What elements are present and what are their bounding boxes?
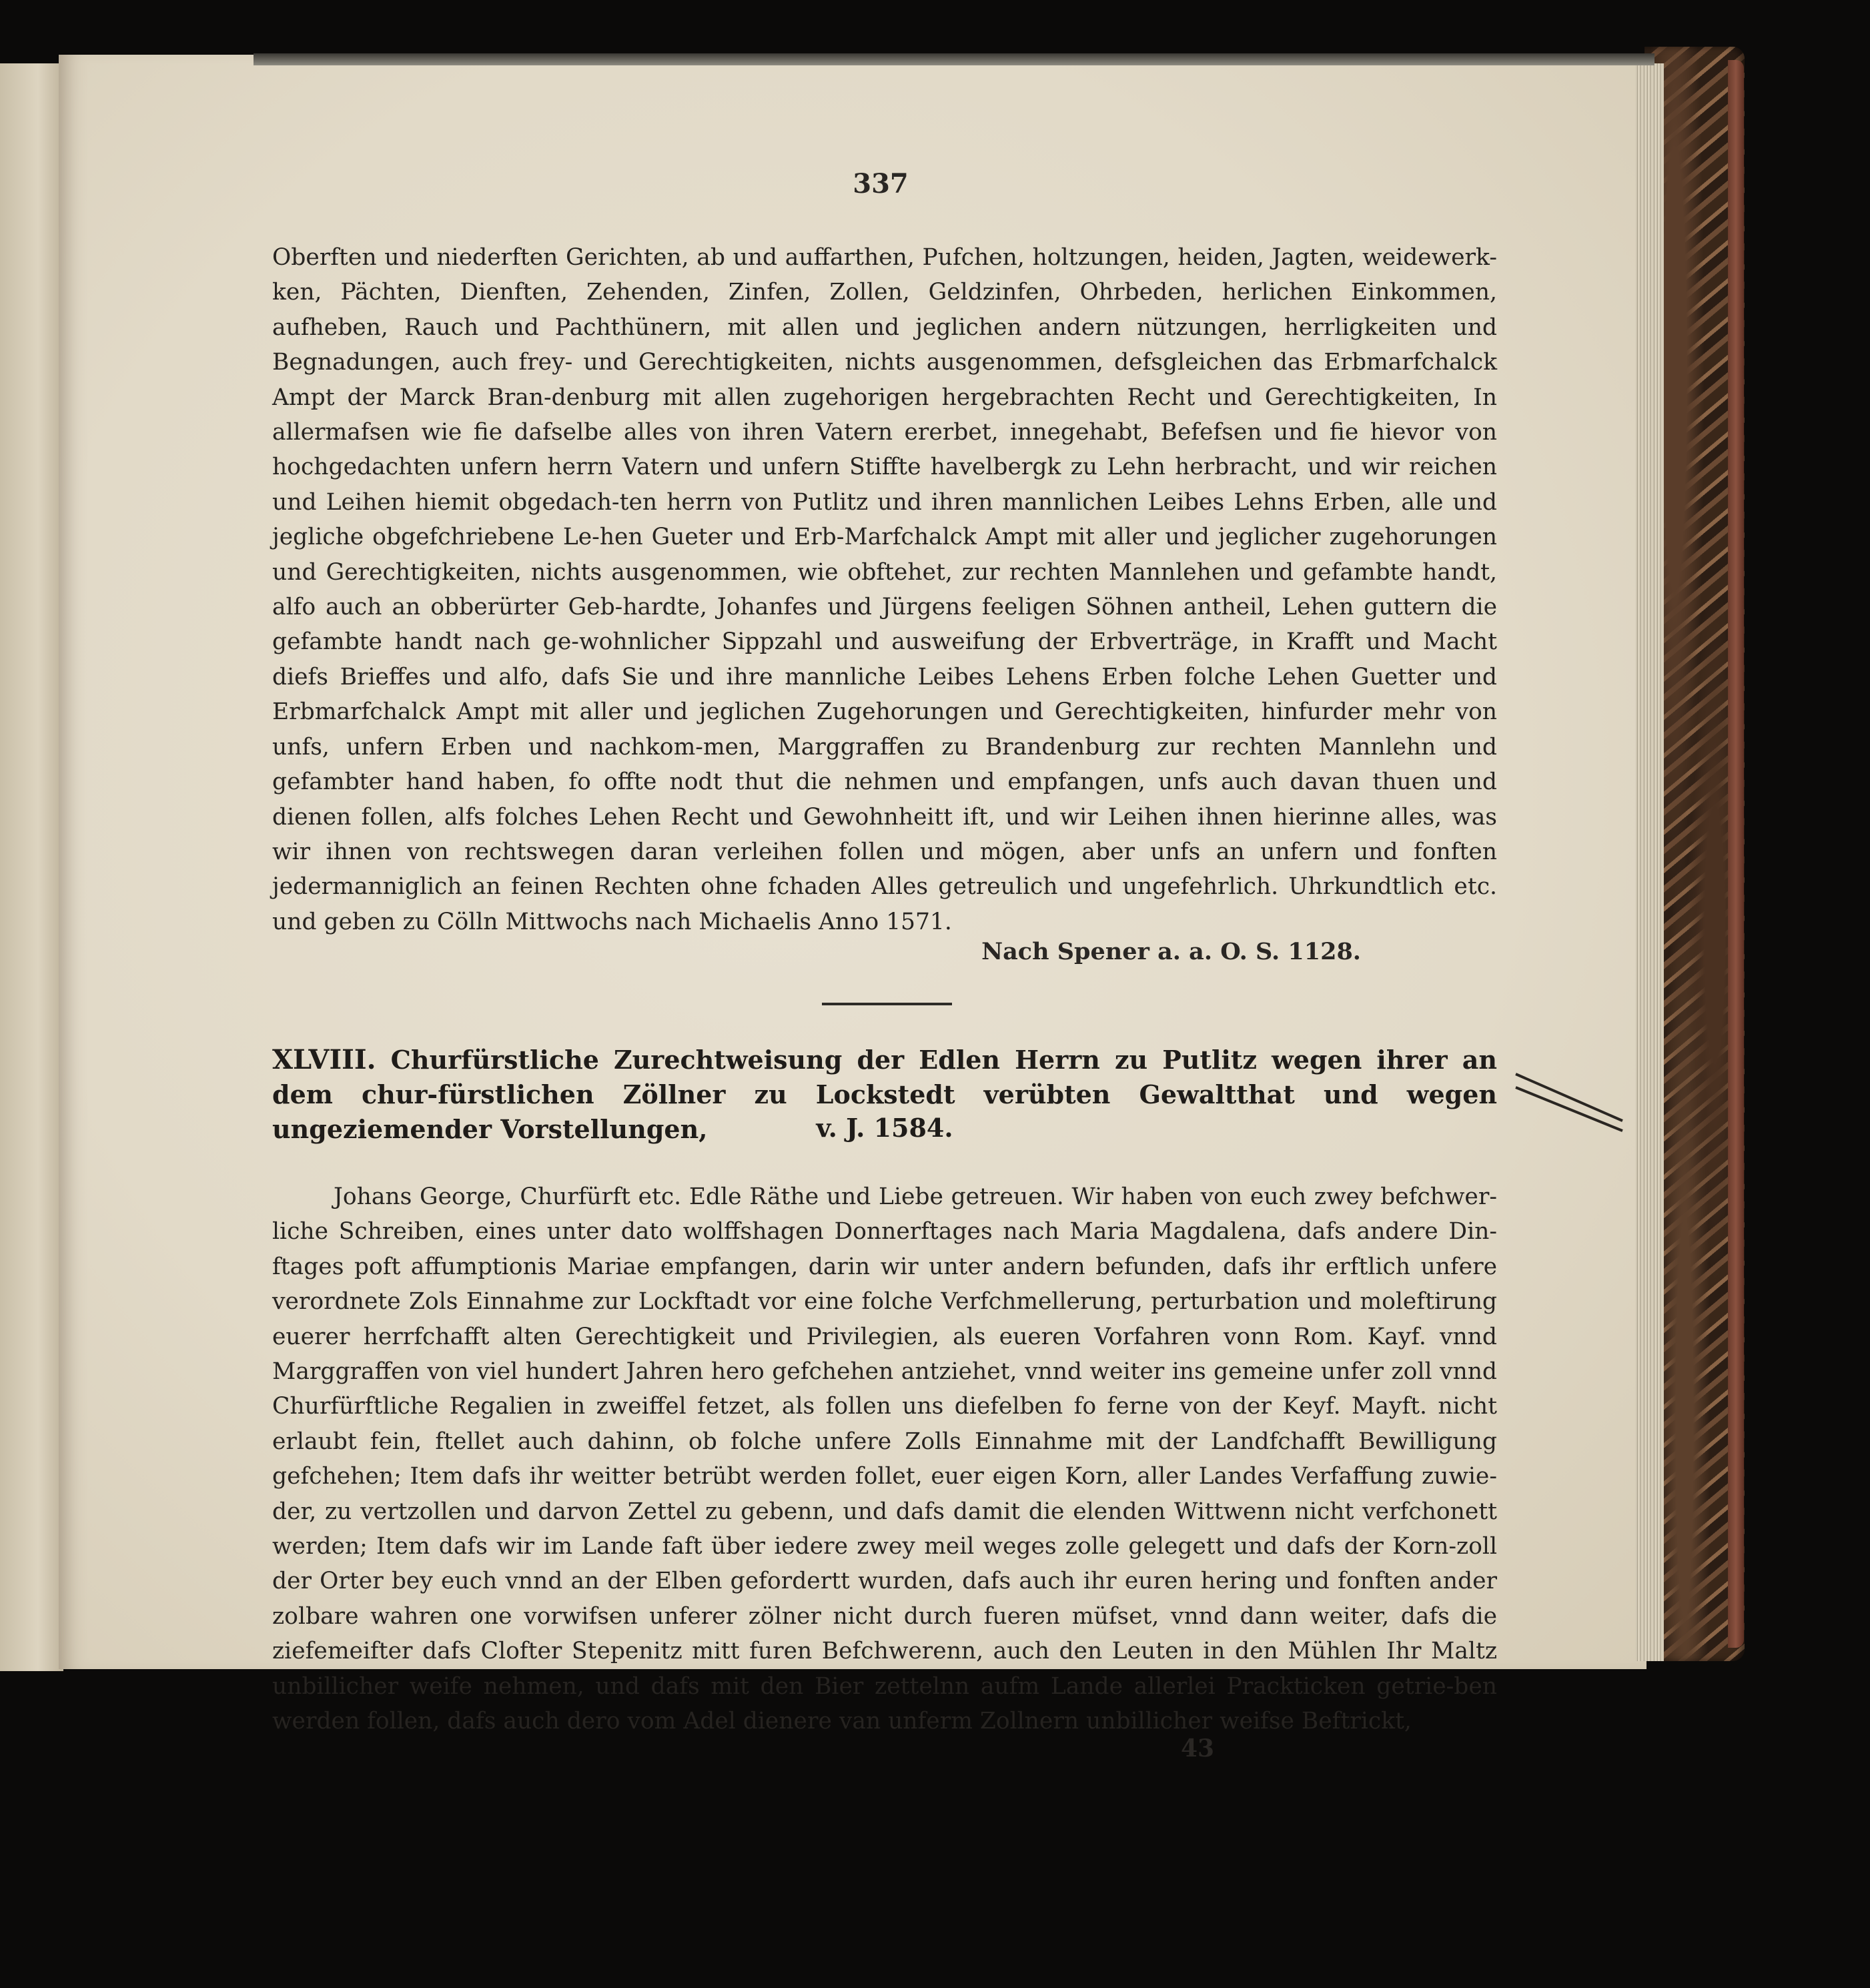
cover-edge [1728, 60, 1744, 1648]
page-number: 337 [853, 168, 909, 199]
section-title: Churfürstliche Zurechtweisung der Edlen Herrn zu Putlitz wegen ihrer an dem chur-fürstlichen Zöllner zu Lockstedt verübten Gewaltthat und wegen ungeziemender Vorstellungen, [272, 1045, 1497, 1144]
section-number: XLVIII. [272, 1044, 376, 1075]
section-divider [822, 1003, 952, 1005]
source-reference: Nach Spener a. a. O. S. 1128. [981, 938, 1361, 965]
continued-charter-text: Oberften und niederften Gerichten, ab und auffarthen, Pufchen, holtzungen, heiden, Jagten, weidewerk-ken, Pächten, Dienften, Zehenden, Zinfen, Zollen, Geldzinfen, Ohrbeden, herlichen Einkommen, aufheben, Rauch und Pachthünern, mit allen und jeglichen andern nützungen, herrligkeiten und Begnadungen, auch frey- und Gerechtigkeiten, nichts ausgenommen, defsgleichen das Erbmarfchalck Ampt der Marck Bran-denburg mit allen zugehorigen hergebrachten Recht und Gerechtigkeiten, In allermafsen wie fie dafselbe alles von ihren Vatern ererbet, innegehabt, Befefsen und fie hievor von hochgedachten unfern herrn Vatern und unfern Stiffte havelbergk zu Lehn herbracht, und wir reichen und Leihen hiemit obgedach-ten herrn von Putlitz und ihren mannlichen Leibes Lehns Erben, alle und jegliche obgefchriebene Le-hen Gueter und Erb-Marfchalck Ampt mit aller und jeglicher zugehorungen und Gerechtigkeiten, nichts ausgenommen, wie obftehet, zur rechten Mannlehen und gefambte handt, alfo auch an obberürter Geb-hardte, Johanfes und Jürgens feeligen Söhnen antheil, Lehen guttern die gefambte handt nach ge-wohnlicher Sippzahl und ausweifung der Erbverträge, in Krafft und Macht diefs Brieffes und alfo, dafs Sie und ihre mannliche Leibes Lehens Erben folche Lehen Guetter und Erbmarfchalck Ampt mit aller und jeglichen Zugehorungen und Gerechtigkeiten, hinfurder mehr von unfs, unfern Erben und nachkom-men, Marggraffen zu Brandenburg zur rechten Mannlehn und gefambter hand haben, fo offte nodt thut die nehmen und empfangen, unfs auch davan thuen und dienen follen, alfs folches Lehen Recht und Gewohnheitt ift, und wir Leihen ihnen hierinne alles, was wir ihnen von rechtswegen daran verleihen follen und mögen, aber unfs an unfern und fonften jedermanniglich an feinen Rechten ohne fchaden Alles getreulich und ungefehrlich. Uhrkundtlich etc. und geben zu Cölln Mittwochs nach Michaelis Anno 1571. [272, 244, 1497, 935]
margin-marks [1509, 1047, 1629, 1134]
top-edge [254, 53, 1655, 65]
signature-number: 43 [1181, 1734, 1215, 1763]
page-edges [1636, 63, 1664, 1661]
section-body: Johans George, Churfürft etc. Edle Räthe und Liebe getreuen. Wir haben von euch zwey befchwer-liche Schreiben, eines unter dato wolffshagen Donnerftages nach Maria Magdalena, dafs andere Din-ftages poft affumptionis Mariae empfangen, darin wir unter andern befunden, dafs ihr erftlich unfere verordnete Zols Einnahme zur Lockftadt vor eine folche Verfchmellerung, perturbation und moleftirung euerer herrfchafft alten Gerechtigkeit und Privilegien, als eueren Vorfahren vonn Rom. Kayf. vnnd Marggraffen von viel hundert Jahren hero gefchehen antziehet, vnnd weiter ins gemeine unfer zoll vnnd Churfürftliche Regalien in zweiffel fetzet, als follen uns diefelben fo ferne von der Keyf. Mayft. nicht erlaubt fein, ftellet auch dahinn, ob folche unfere Zolls Einnahme mit der Landfchafft Bewilligung gefchehen; Item dafs ihr weitter betrübt werden follet, euer eigen Korn, aller Landes Verfaffung zuwie-der, zu vertzollen und darvon Zettel zu gebenn, und dafs damit die elenden Wittwenn nicht verfchonett werden; Item dafs wir im Lande faft über iedere zwey meil weges zolle gelegett und dafs der Korn-zoll der Orter bey euch vnnd an der Elben gefordertt wurden, dafs auch ihr euren hering und fonften ander zolbare wahren one vorwifsen unferer zölner nicht durch fueren müfset, vnnd dann weiter, dafs die ziefemeifter dafs Clofter Stepenitz mitt furen Befchwerenn, auch den Leuten in den Mühlen Ihr Maltz unbillicher weife nehmen, und dafs mit den Bier zettelnn aufm Lande allerlei Prackticken getrie-ben werden follen, dafs auch dero vom Adel dienere van unferm Zollnern unbillicher weifse Beftrickt, [272, 1183, 1497, 1735]
section-date: v. J. 1584. [816, 1113, 953, 1143]
left-page-edge [0, 63, 63, 1671]
